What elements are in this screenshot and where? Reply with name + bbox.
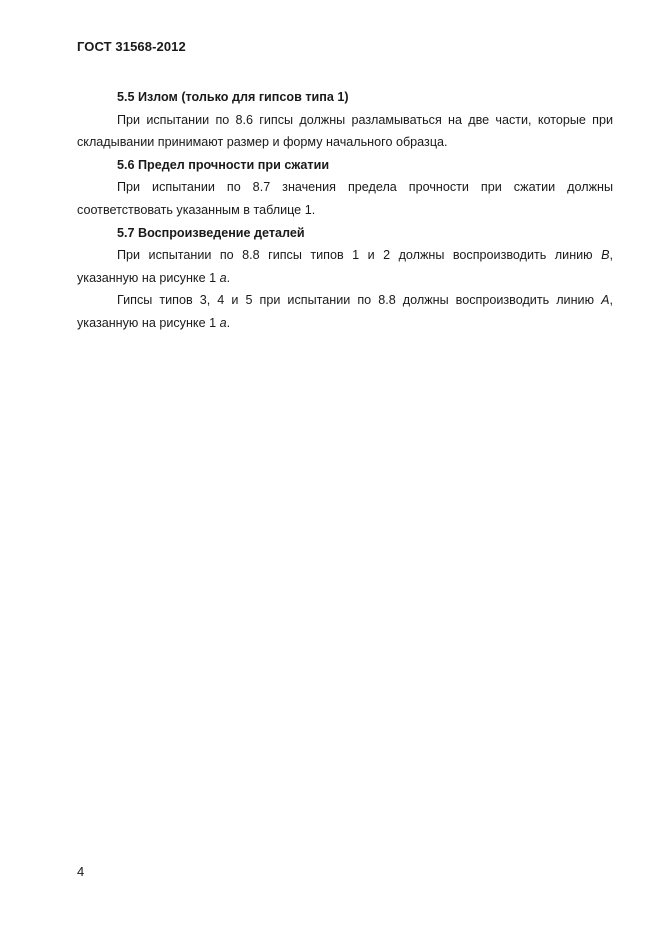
section-heading-5-6: 5.6 Предел прочности при сжатии xyxy=(117,157,330,172)
paragraph-detail-reproduction-types-1-2 xyxy=(77,244,613,289)
section-heading-5-7: 5.7 Воспроизведение деталей xyxy=(117,225,305,240)
line-label: В xyxy=(601,248,610,263)
section-heading-5-5: 5.5 Излом (только для гипсов типа 1) xyxy=(117,90,349,104)
text-segment: , указанную на рисунке 1 xyxy=(77,293,613,330)
paragraph-detail-reproduction-types-3-5 xyxy=(77,289,613,334)
text-segment: При испытании по 8.8 гипсы типов 1 и 2 должны воспроизводить линию xyxy=(117,248,602,263)
paragraph-fracture: При испытании по 8.6 гипсы должны разламываться на две части, которые при складывании принимают размер и форму начального образца. xyxy=(77,112,613,150)
line-label: А xyxy=(601,293,610,308)
text-segment: , указанную на рисунке 1 xyxy=(77,248,613,285)
figure-label: а xyxy=(219,270,227,285)
text-segment: Гипсы типов 3, 4 и 5 при испытании по 8.8 должны воспроизводить линию xyxy=(117,293,602,308)
text-segment: . xyxy=(226,315,231,330)
page-number: 4 xyxy=(77,864,85,879)
text-segment: . xyxy=(226,270,231,285)
document-body xyxy=(77,86,613,335)
figure-label: а xyxy=(219,315,227,330)
paragraph-compressive-strength: При испытании по 8.7 значения предела прочности при сжатии должны соответствовать указанным в таблице 1. xyxy=(77,180,613,217)
document-code: ГОСТ 31568-2012 xyxy=(77,39,186,54)
